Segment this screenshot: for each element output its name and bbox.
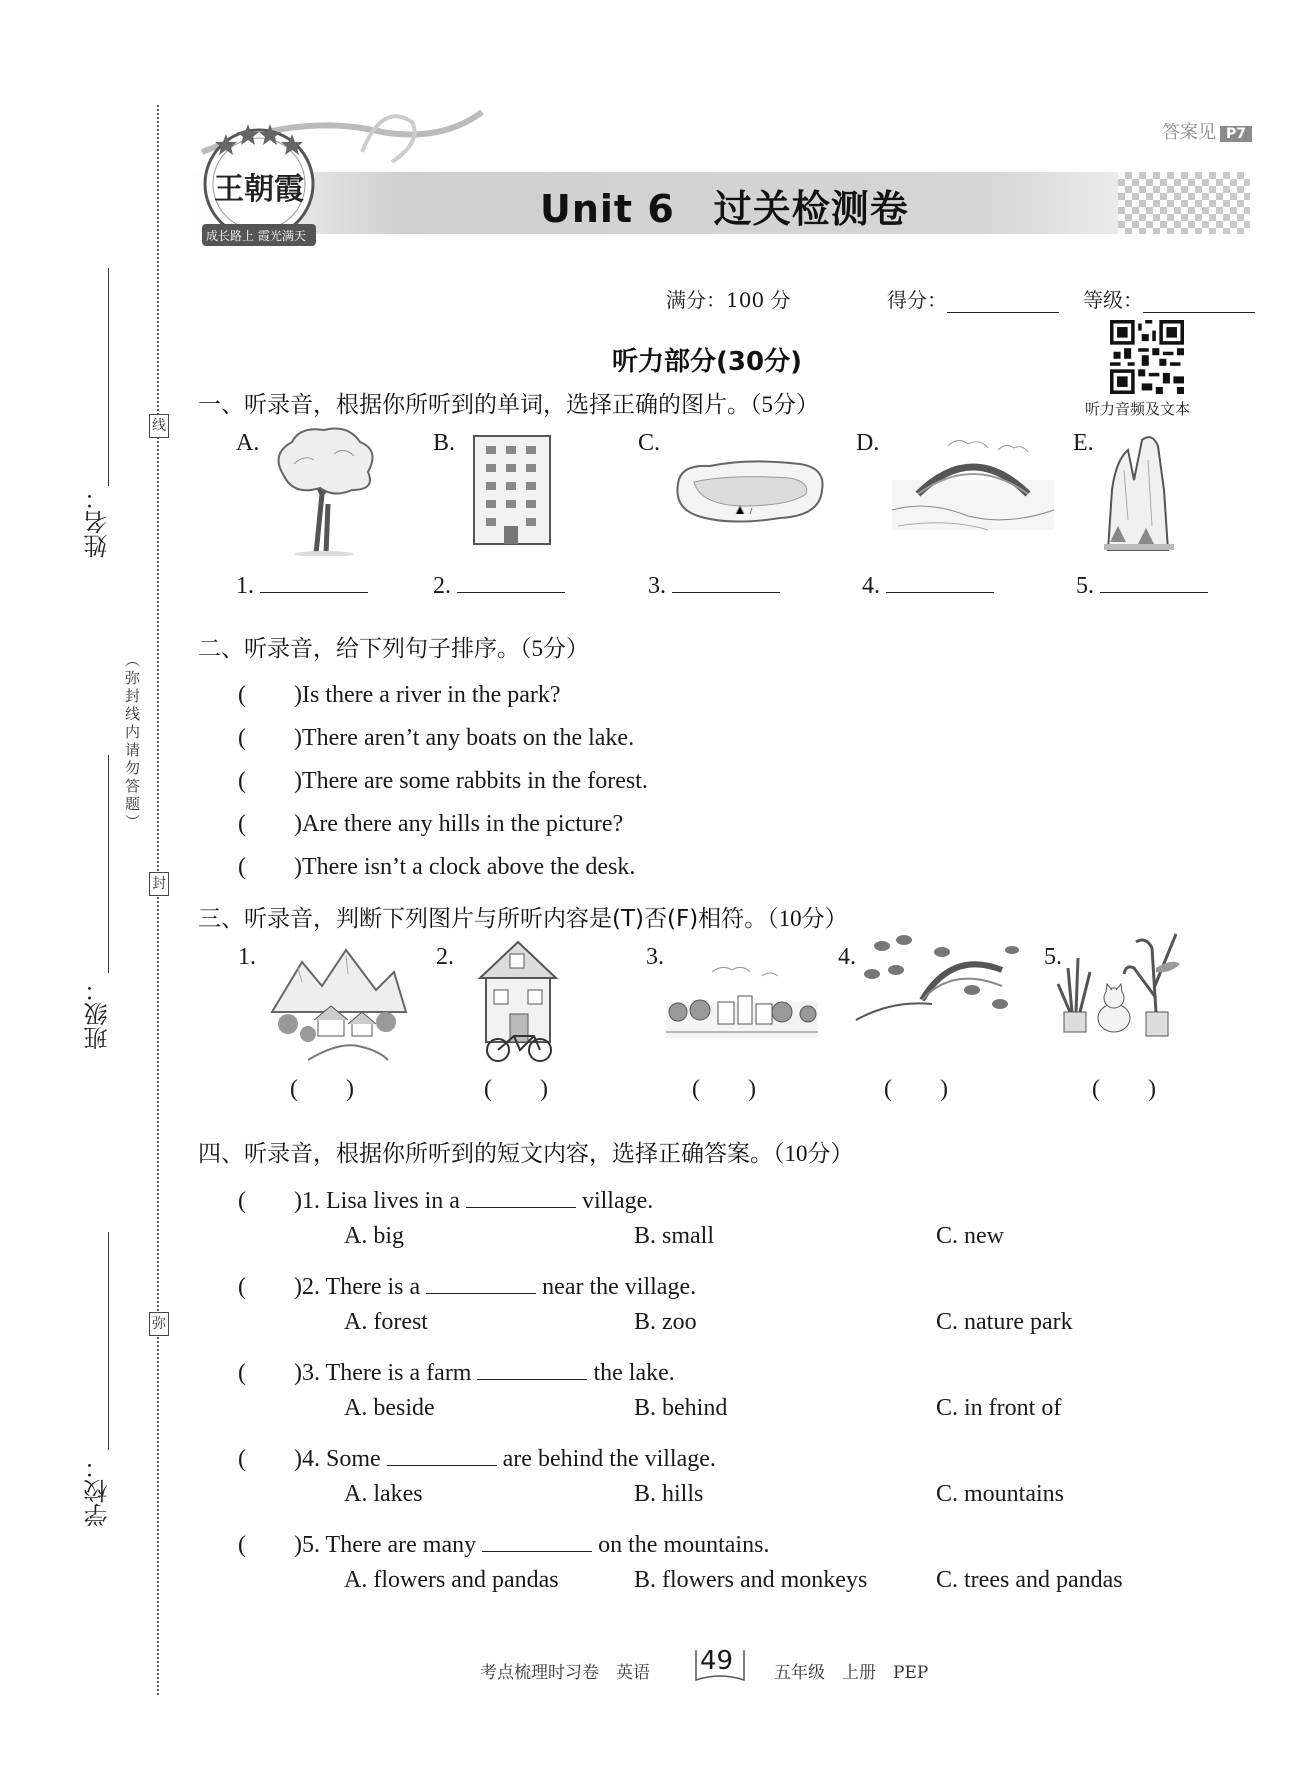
mountain-picture-icon xyxy=(1098,430,1178,554)
option-d-letter: D. xyxy=(856,430,880,456)
question-text: 3. There is a farm xyxy=(301,1360,472,1386)
section1-answer-4[interactable] xyxy=(862,572,1000,600)
option-a-letter: A. xyxy=(236,430,260,456)
question-text-end: village. xyxy=(581,1188,654,1214)
grade-label: 等级： xyxy=(1083,288,1143,312)
answer-paren[interactable]: ( ) xyxy=(238,854,302,880)
section1-heading-text: 一、听录音，根据你所听到的单词，选择正确的图片。 xyxy=(198,392,750,418)
seal-char-line: 线 xyxy=(149,414,169,438)
section1-answer-1[interactable] xyxy=(236,572,374,600)
question-text-end: near the village. xyxy=(542,1274,697,1300)
option-b-letter: B. xyxy=(433,430,456,456)
building-picture-icon xyxy=(464,428,564,548)
footer-left: 考点梳理时习卷 英语 xyxy=(480,1663,650,1683)
question-text: 2. There is a xyxy=(301,1274,421,1300)
q1-option-b[interactable]: B. small xyxy=(634,1223,715,1249)
answer-reference xyxy=(1162,118,1252,144)
answer-paren[interactable]: ( ) xyxy=(238,1360,302,1386)
section2-heading-text: 二、听录音，给下列句子排序。 xyxy=(198,636,520,662)
section3-answer-3[interactable]: ( ) xyxy=(692,1076,756,1102)
question-text: 4. Some xyxy=(301,1446,381,1472)
answer-paren[interactable]: ( ) xyxy=(238,811,302,837)
q2-option-a[interactable]: A. forest xyxy=(344,1309,428,1335)
section2-item-5[interactable] xyxy=(238,846,635,881)
full-score: 满分：100 分 xyxy=(666,288,791,312)
question-text-end: on the mountains. xyxy=(598,1532,770,1558)
house-bike-picture-icon xyxy=(474,938,564,1064)
listening-title: 听力部分(30分) xyxy=(612,347,802,377)
q3-option-c[interactable]: C. in front of xyxy=(936,1395,1062,1421)
section3-answer-2[interactable]: ( ) xyxy=(484,1076,548,1102)
section1-answer-5[interactable] xyxy=(1076,572,1214,600)
answer-paren[interactable]: ( ) xyxy=(238,725,302,751)
answer-paren[interactable]: ( ) xyxy=(238,682,302,708)
section3-number-3: 3. xyxy=(646,944,664,970)
option-e-letter: E. xyxy=(1073,430,1094,456)
school-field[interactable] xyxy=(108,1232,109,1450)
answer-ref-label: 答案见 xyxy=(1161,122,1216,143)
question-text-end: the lake. xyxy=(593,1360,675,1386)
qr-caption: 听力音频及文本 xyxy=(1085,400,1191,418)
seal-char-seal: 封 xyxy=(149,872,169,896)
class-field[interactable] xyxy=(108,755,109,973)
section4-question-5[interactable] xyxy=(238,1524,769,1559)
banner-checker xyxy=(1118,172,1250,234)
lake-picture-icon xyxy=(670,454,830,534)
q4-option-a[interactable]: A. lakes xyxy=(344,1481,423,1507)
logo-slogan: 成长路上 霞光满天 xyxy=(206,229,306,243)
sentence-text: Are there any hills in the picture? xyxy=(301,811,624,837)
q1-option-a[interactable]: A. big xyxy=(344,1223,404,1249)
sentence-text: There isn’t a clock above the desk. xyxy=(301,854,636,880)
seal-dotted-line xyxy=(157,105,159,1695)
section4-heading xyxy=(198,1135,854,1168)
class-label: 班级： xyxy=(84,978,112,1050)
answer-number: 2. xyxy=(433,573,451,599)
village-mountains-picture-icon xyxy=(268,942,408,1062)
q3-option-b[interactable]: B. behind xyxy=(634,1395,728,1421)
answer-page-tag: P7 xyxy=(1220,126,1252,142)
answer-paren[interactable]: ( ) xyxy=(238,1274,302,1300)
section2-points: （5分） xyxy=(520,636,589,661)
question-text: 1. Lisa lives in a xyxy=(301,1188,460,1214)
seal-char-mi: 弥 xyxy=(149,1312,169,1336)
q2-option-b[interactable]: B. zoo xyxy=(634,1309,697,1335)
page-title: Unit 6 过关检测卷 xyxy=(540,187,909,231)
seal-warning: （弥封线内请勿答题） xyxy=(123,652,141,832)
bridge-picture-icon xyxy=(888,430,1058,542)
q1-option-c[interactable]: C. new xyxy=(936,1223,1004,1249)
section3-number-1: 1. xyxy=(238,944,256,970)
section3-heading xyxy=(198,900,848,933)
answer-number: 1. xyxy=(236,573,254,599)
section3-heading-text: 三、听录音，判断下列图片与所听内容是(T)否(F)相符。 xyxy=(198,906,768,932)
section3-answer-1[interactable]: ( ) xyxy=(290,1076,354,1102)
section4-question-3[interactable] xyxy=(238,1352,675,1387)
trees-city-picture-icon xyxy=(662,962,822,1042)
section4-question-1[interactable] xyxy=(238,1180,653,1215)
q2-option-c[interactable]: C. nature park xyxy=(936,1309,1073,1335)
q5-option-b[interactable]: B. flowers and monkeys xyxy=(634,1567,868,1593)
answer-paren[interactable]: ( ) xyxy=(238,768,302,794)
grade-field[interactable] xyxy=(1083,284,1255,313)
answer-number: 4. xyxy=(862,573,880,599)
tree-picture-icon xyxy=(264,424,384,556)
footer-right: 五年级 上册 PEP xyxy=(774,1663,929,1683)
section1-answer-2[interactable] xyxy=(433,572,571,600)
page-number: 49 xyxy=(700,1646,734,1676)
q3-option-a[interactable]: A. beside xyxy=(344,1395,435,1421)
ducks-bridge-picture-icon xyxy=(852,930,1022,1030)
answer-paren[interactable]: ( ) xyxy=(238,1446,302,1472)
answer-paren[interactable]: ( ) xyxy=(238,1188,302,1214)
q4-option-b[interactable]: B. hills xyxy=(634,1481,704,1507)
logo-text: 王朝霞 xyxy=(214,172,304,207)
option-c-letter: C. xyxy=(638,430,661,456)
sentence-text: There aren’t any boats on the lake. xyxy=(301,725,635,751)
section2-item-2[interactable] xyxy=(238,717,634,752)
answer-number: 3. xyxy=(648,573,666,599)
section1-heading xyxy=(198,386,819,419)
brand-logo xyxy=(196,112,322,252)
section2-heading xyxy=(198,630,589,663)
section4-question-4[interactable] xyxy=(238,1438,716,1473)
answer-paren[interactable]: ( ) xyxy=(238,1532,302,1558)
plants-cat-picture-icon xyxy=(1052,928,1184,1040)
qr-code-icon[interactable] xyxy=(1110,320,1184,394)
section3-answer-4[interactable]: ( ) xyxy=(884,1076,948,1102)
q5-option-c[interactable]: C. trees and pandas xyxy=(936,1567,1123,1593)
section2-item-4[interactable] xyxy=(238,803,623,838)
q5-option-a[interactable]: A. flowers and pandas xyxy=(344,1567,559,1593)
section3-number-2: 2. xyxy=(436,944,454,970)
section3-number-4: 4. xyxy=(838,944,856,970)
section4-points: （10分） xyxy=(773,1141,854,1166)
name-label: 姓名： xyxy=(84,486,112,558)
page-number-bracket-icon xyxy=(692,1648,748,1684)
question-text-end: are behind the village. xyxy=(502,1446,716,1472)
section4-heading-text: 四、听录音，根据你所听到的短文内容，选择正确答案。 xyxy=(198,1141,773,1167)
section1-answer-3[interactable] xyxy=(648,572,786,600)
sentence-text: There are some rabbits in the forest. xyxy=(301,768,648,794)
section2-item-3[interactable] xyxy=(238,760,648,795)
section1-points: （5分） xyxy=(750,392,819,417)
section4-question-2[interactable] xyxy=(238,1266,696,1301)
answer-number: 5. xyxy=(1076,573,1094,599)
name-field[interactable] xyxy=(108,268,109,486)
question-text: 5. There are many xyxy=(301,1532,477,1558)
section3-answer-5[interactable]: ( ) xyxy=(1092,1076,1156,1102)
q4-option-c[interactable]: C. mountains xyxy=(936,1481,1065,1507)
section3-number-5: 5. xyxy=(1044,944,1062,970)
score-label: 得分： xyxy=(887,288,947,312)
section3-points: （10分） xyxy=(767,906,848,931)
school-label: 学校： xyxy=(84,1455,112,1527)
section2-item-1[interactable] xyxy=(238,674,561,709)
score-field[interactable] xyxy=(887,284,1059,313)
sentence-text: Is there a river in the park? xyxy=(301,682,561,708)
